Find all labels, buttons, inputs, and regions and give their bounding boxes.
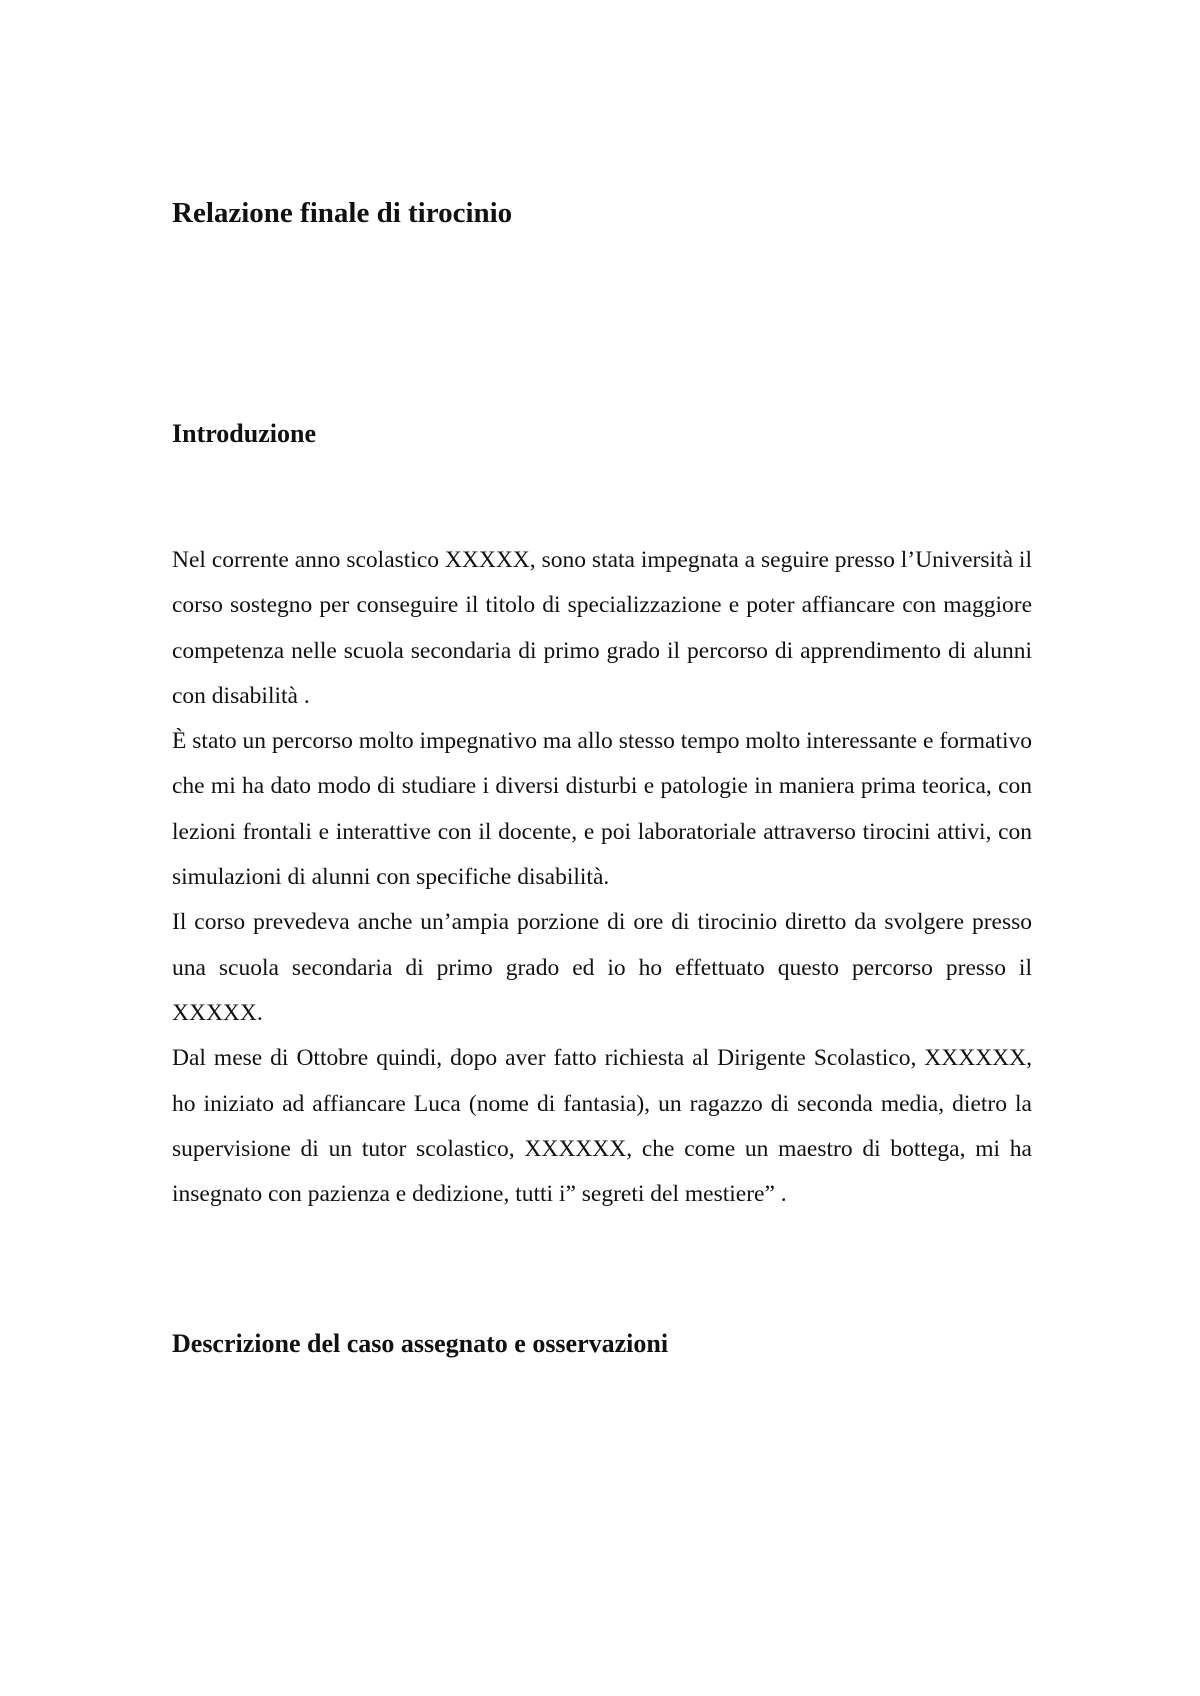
document-title: Relazione finale di tirocinio: [172, 197, 513, 229]
paragraph: È stato un percorso molto impegnativo ma allo stesso tempo molto interessante e formativo che mi ha dato modo di studiare i diversi disturbi e patologie in maniera prima teorica, con lezioni frontali e interattive con il docente, e poi laboratoriale attraverso tirocini attivi, con simulazioni di alunni con specifiche disabilità.: [172, 728, 1032, 891]
section-heading-introduzione: Introduzione: [172, 419, 316, 448]
paragraph: Nel corrente anno scolastico XXXXX, sono stata impegnata a seguire presso l’Università il corso sostegno per conseguire il titolo di specializzazione e poter affiancare con maggiore competenza nelle scuola secondaria di primo grado il percorso di apprendimento di alunni con disabilità .: [172, 547, 1032, 709]
paragraph: Il corso prevedeva anche un’ampia porzione di ore di tirocinio diretto da svolgere presso una scuola secondaria di primo grado ed io ho effettuato questo percorso presso il XXXXX.: [172, 909, 1032, 1026]
introduction-body: [172, 538, 1032, 1217]
paragraph: Dal mese di Ottobre quindi, dopo aver fatto richiesta al Dirigente Scolastico, XXXXXX, ho iniziato ad affiancare Luca (nome di fantasia), un ragazzo di seconda media, dietro la supervisione di un tutor scolastico, XXXXXX, che come un maestro di bottega, mi ha insegnato con pazienza e dedizione, tutti i” segreti del mestiere” .: [172, 1045, 1032, 1208]
section-heading-descrizione: Descrizione del caso assegnato e osservazioni: [172, 1329, 669, 1358]
